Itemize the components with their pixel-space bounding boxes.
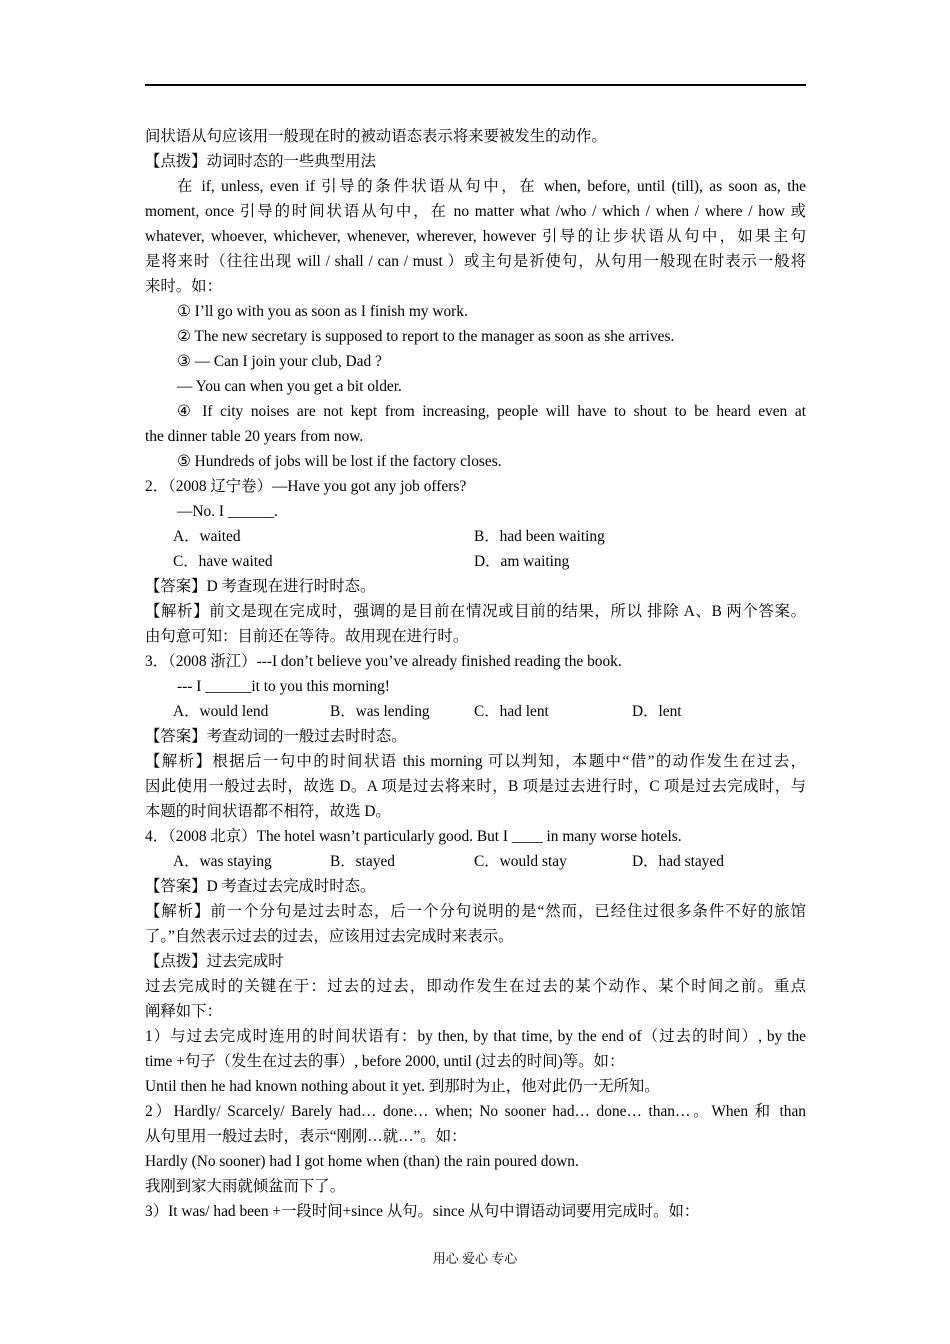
text-line: time +句子（发生在过去的事）, before 2000, until (过去的时间)等。如： bbox=[145, 1053, 625, 1070]
text-line: 是将来时（往往出现 will / shall / can / must ）或主句是祈使句，从句用一般现在时表示一般将 bbox=[145, 253, 806, 270]
example-line: ④ If city noises are not kept from increasing, people will have to shout to be heard even at bbox=[177, 403, 806, 420]
question-4-options bbox=[145, 849, 806, 874]
section-heading: 【点拨】过去完成时 bbox=[145, 953, 284, 970]
text-line: 2）Hardly/ Scarcely/ Barely had… done… when; No sooner had… done… than…。When 和 than bbox=[145, 1103, 806, 1120]
option-c: C．would stay bbox=[474, 853, 567, 870]
question-2-options-row-2 bbox=[145, 549, 806, 574]
analysis-line: 因此使用一般过去时，故选 D。A 项是过去将来时，B 项是过去进行时，C 项是过去完成时，与 bbox=[145, 778, 806, 795]
analysis-line: 了。”自然表示过去的过去，应该用过去完成时来表示。 bbox=[145, 928, 514, 945]
example-line: the dinner table 20 years from now. bbox=[145, 428, 364, 445]
text-line: 间状语从句应该用一般现在时的被动语态表示将来要被发生的动作。 bbox=[145, 128, 607, 145]
option-a: A．was staying bbox=[173, 853, 272, 870]
answer-line: 【答案】考查动词的一般过去时时态。 bbox=[145, 728, 407, 745]
option-b: B．was lending bbox=[330, 703, 430, 720]
option-d: D．am waiting bbox=[474, 553, 570, 570]
page-footer: 用心 爱心 专心 bbox=[432, 1251, 518, 1266]
analysis-line: 【解析】前文是现在完成时，强调的是目前在情况或目前的结果，所以 排除 A、B 两个答案。 bbox=[145, 603, 806, 620]
analysis-line: 由句意可知：目前还在等待。故用现在进行时。 bbox=[145, 628, 469, 645]
answer-line: 【答案】D 考查现在进行时时态。 bbox=[145, 578, 376, 595]
text-line: 来时。如： bbox=[145, 278, 222, 295]
option-c: C．have waited bbox=[173, 553, 273, 570]
option-d: D．lent bbox=[632, 703, 682, 720]
question-3: 3．（2008 浙江）---I don’t believe you’ve already finished reading the book. bbox=[145, 653, 622, 670]
text-line: 3）It was/ had been +一段时间+since 从句。since 从句中谓语动词要用完成时。如： bbox=[145, 1203, 700, 1220]
header-rule bbox=[145, 84, 806, 86]
question-3-options bbox=[145, 699, 806, 724]
option-b: B．had been waiting bbox=[474, 528, 605, 545]
example-line: Hardly (No sooner) had I got home when (than) the rain poured down. bbox=[145, 1153, 579, 1170]
question-2-options-row-1 bbox=[145, 524, 806, 549]
text-line: 阐释如下： bbox=[145, 1003, 222, 1020]
text-line: 1）与过去完成时连用的时间状语有：by then, by that time, by the end of（过去的时间）, by the bbox=[145, 1028, 806, 1045]
question-2-line: —No. I ______. bbox=[177, 503, 278, 520]
question-3-line: --- I ______it to you this morning! bbox=[177, 678, 390, 695]
example-line: ⑤ Hundreds of jobs will be lost if the factory closes. bbox=[177, 453, 502, 470]
example-line: ③ — Can I join your club, Dad ? bbox=[177, 353, 382, 370]
option-b: B．stayed bbox=[330, 853, 395, 870]
text-line: 在 if, unless, even if 引导的条件状语从句中，在 when, before, until (till), as soon as, the bbox=[177, 178, 806, 195]
example-line: ① I’ll go with you as soon as I finish my work. bbox=[177, 303, 468, 320]
option-c: C．had lent bbox=[474, 703, 549, 720]
example-line: 我刚到家大雨就倾盆而下了。 bbox=[145, 1178, 346, 1195]
text-line: moment, once 引导的时间状语从句中，在 no matter what /who / which / when / where / how 或 bbox=[145, 203, 806, 220]
example-line: — You can when you get a bit older. bbox=[177, 378, 402, 395]
answer-line: 【答案】D 考查过去完成时时态。 bbox=[145, 878, 376, 895]
question-2: 2．（2008 辽宁卷）—Have you got any job offers? bbox=[145, 478, 467, 495]
question-4: 4．（2008 北京）The hotel wasn’t particularly good. But I ____ in many worse hotels. bbox=[145, 828, 682, 845]
example-line: ② The new secretary is supposed to report to the manager as soon as she arrives. bbox=[177, 328, 675, 345]
document-body bbox=[145, 124, 806, 1224]
analysis-line: 【解析】前一个分句是过去时态，后一个分句说明的是“然而，已经住过很多条件不好的旅馆 bbox=[145, 903, 806, 920]
text-line: 过去完成时的关键在于：过去的过去，即动作发生在过去的某个动作、某个时间之前。重点 bbox=[145, 978, 806, 995]
example-line: Until then he had known nothing about it yet. 到那时为止，他对此仍一无所知。 bbox=[145, 1078, 660, 1095]
section-heading: 【点拨】动词时态的一些典型用法 bbox=[145, 153, 376, 170]
option-a: A．waited bbox=[173, 528, 241, 545]
option-d: D．had stayed bbox=[632, 853, 724, 870]
analysis-line: 【解析】根据后一句中的时间状语 this morning 可以判知，本题中“借”的动作发生在过去， bbox=[145, 753, 806, 770]
analysis-line: 本题的时间状语都不相符，故选 D。 bbox=[145, 803, 391, 820]
option-a: A．would lend bbox=[173, 703, 269, 720]
text-line: 从句里用一般过去时，表示“刚刚…就…”。如： bbox=[145, 1128, 467, 1145]
text-line: whatever, whoever, whichever, whenever, wherever, however 引导的让步状语从句中，如果主句 bbox=[145, 228, 806, 245]
